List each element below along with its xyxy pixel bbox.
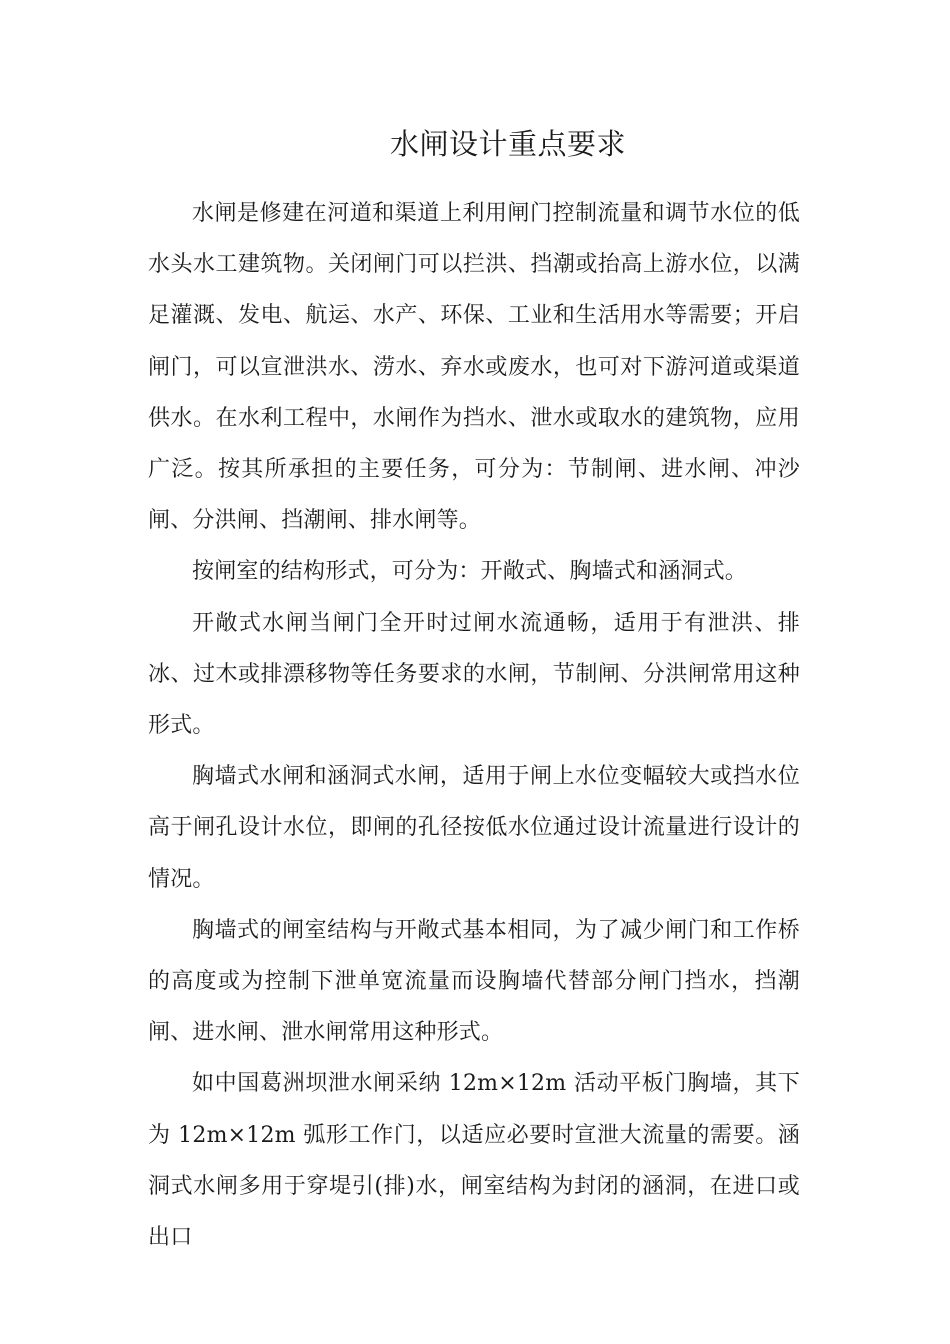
paragraph-gezhouba-example: 如中国葛洲坝泄水闸采纳 12m×12m 活动平板门胸墙，其下为 12m×12m 弧形工作门，以适应必要时宣泄大流量的需要。涵洞式水闸多用于穿堤引(排)水，闸室结构为封闭的涵洞，在进口或出口 [148, 1071, 800, 1251]
paragraph-breast-wall-structure: 胸墙式的闸室结构与开敞式基本相同，为了减少闸门和工作桥的高度或为控制下泄单宽流量而设胸墙代替部分闸门挡水，挡潮闸、进水闸、泄水闸常用这种形式。 [148, 917, 800, 1046]
paragraph-structure-types: 按闸室的结构形式，可分为：开敞式、胸墙式和涵洞式。 [192, 559, 748, 585]
paragraph-breast-wall-culvert: 胸墙式水闸和涵洞式水闸，适用于闸上水位变幅较大或挡水位高于闸孔设计水位，即闸的孔径按低水位通过设计流量进行设计的情况。 [148, 764, 800, 892]
document-body [148, 188, 800, 1263]
paragraph-intro: 水闸是修建在河道和渠道上利用闸门控制流量和调节水位的低水头水工建筑物。关闭闸门可以拦洪、挡潮或抬高上游水位，以满足灌溉、发电、航运、水产、环保、工业和生活用水等需要；开启闸门，可以宣泄洪水、涝水、弃水或废水，也可对下游河道或渠道供水。在水利工程中，水闸作为挡水、泄水或取水的建筑物，应用广泛。按其所承担的主要任务，可分为：节制闸、进水闸、冲沙闸、分洪闸、挡潮闸、排水闸等。 [148, 201, 800, 534]
paragraph-open-type: 开敞式水闸当闸门全开时过闸水流通畅，适用于有泄洪、排冰、过木或排漂移物等任务要求的水闸，节制闸、分洪闸常用这种形式。 [148, 610, 800, 739]
document-title: 水闸设计重点要求 [389, 127, 626, 161]
